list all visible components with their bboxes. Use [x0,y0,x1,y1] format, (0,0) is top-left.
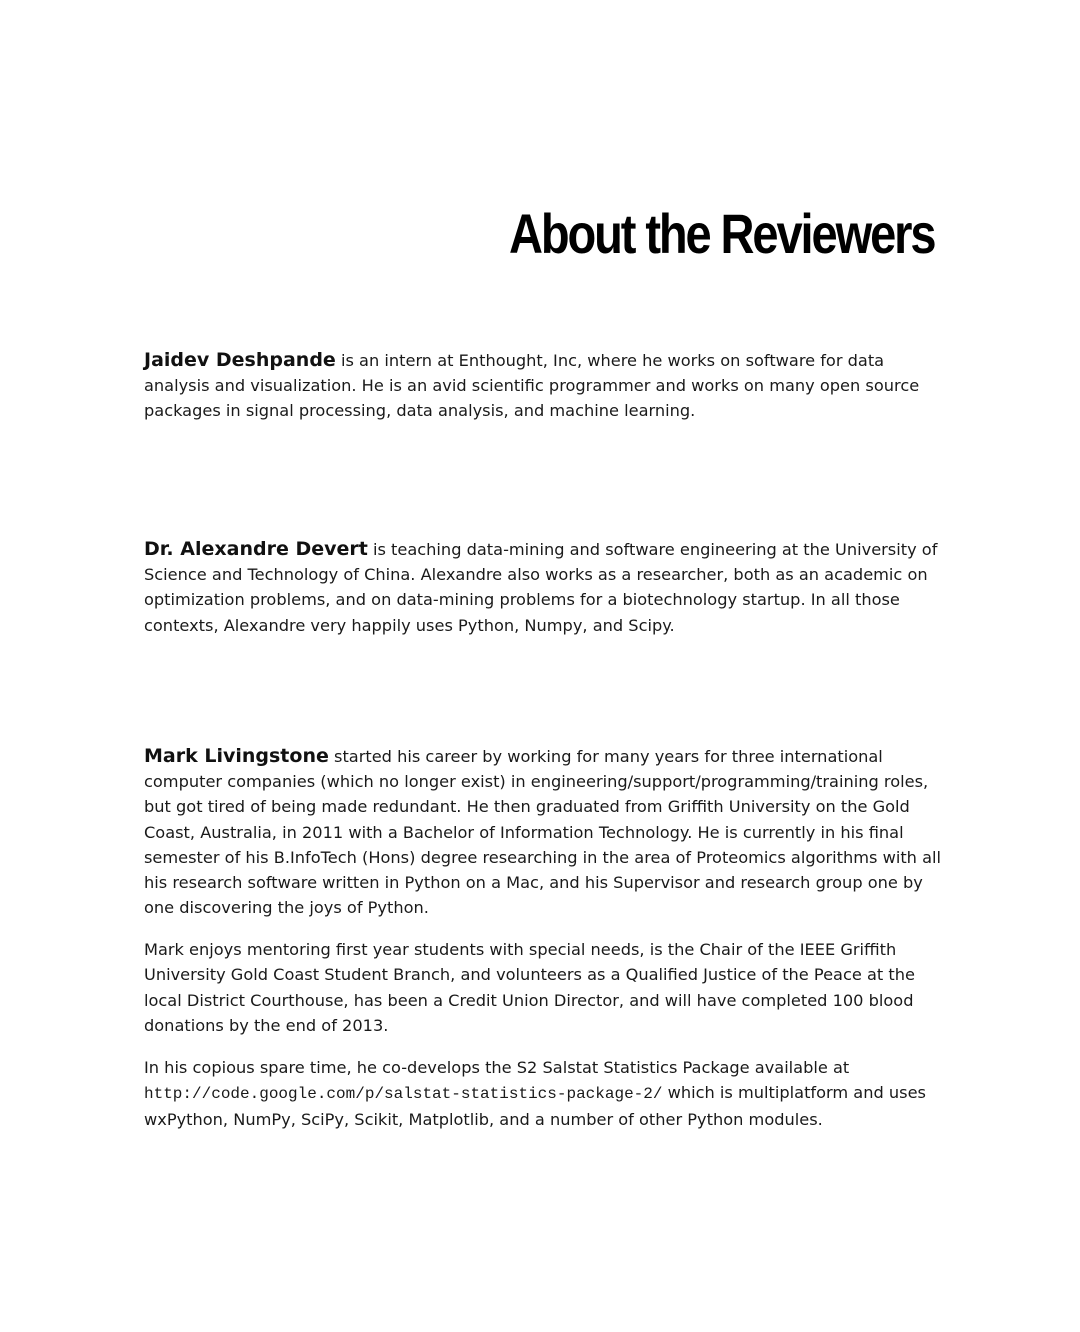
bio-paragraph [144,1055,944,1133]
reviewer-bio-alexandre-devert [144,537,944,655]
bio-text: Mark enjoys mentoring first year students with special needs, is the Chair of the IEEE Griffith University Gold Coast Student Branch, and volunteers as a Qualified Justice of the Peace at the local District Courthouse, has been a Credit Union Director, and will have completed 100 blood donations by the end of 2013. [144,940,915,1035]
salstat-url-link[interactable]: http://code.google.com/p/salstat-statistics-package-2/ [144,1085,663,1104]
bio-text: In his copious spare time, he co-develops the S2 Salstat Statistics Package available at [144,1057,850,1077]
bio-text: which is multiplatform and uses wxPython, NumPy, SciPy, Scikit, Matplotlib, and a number of other Python modules. [144,1083,926,1130]
bio-paragraph [144,744,944,920]
bio-text: started his career by working for many years for three international computer companies (which no longer exist) in engineering/support/programming/training roles, but got tired of being made redundant. He then graduated from Griffith University on the Gold Coast, Australia, in 2011 with a Bachelor of Information Technology. He is currently in his final semester of his B.InfoTech (Hons) degree researching in the area of Proteomics algorithms with all his research software written in Python on a Mac, and his Supervisor and research group one by one discovering the joys of Python. [144,747,942,918]
page-title: About the Reviewers [508,202,934,265]
bio-paragraph [144,537,944,638]
bio-text: is an intern at Enthought, Inc, where he works on software for data analysis and visualization. He is an avid scientific programmer and works on many open source packages in signal processing, data analysis, and machine learning. [144,351,920,421]
reviewer-bio-mark-livingstone [144,744,944,1149]
reviewer-bio-jaidev-deshpande [144,348,944,440]
bio-paragraph [144,348,944,424]
bio-text: is teaching data-mining and software engineering at the University of Science and Technology of China. Alexandre also works as a researcher, both as an academic on optimization problems, and on data-mining problems for a biotechnology startup. In all those contexts, Alexandre very happily uses Python, Numpy, and Scipy. [144,540,938,635]
reviewer-name: Mark Livingstone [144,745,329,767]
reviewer-name: Jaidev Deshpande [144,349,336,371]
reviewer-name: Dr. Alexandre Devert [144,538,368,560]
bio-paragraph [144,937,944,1038]
